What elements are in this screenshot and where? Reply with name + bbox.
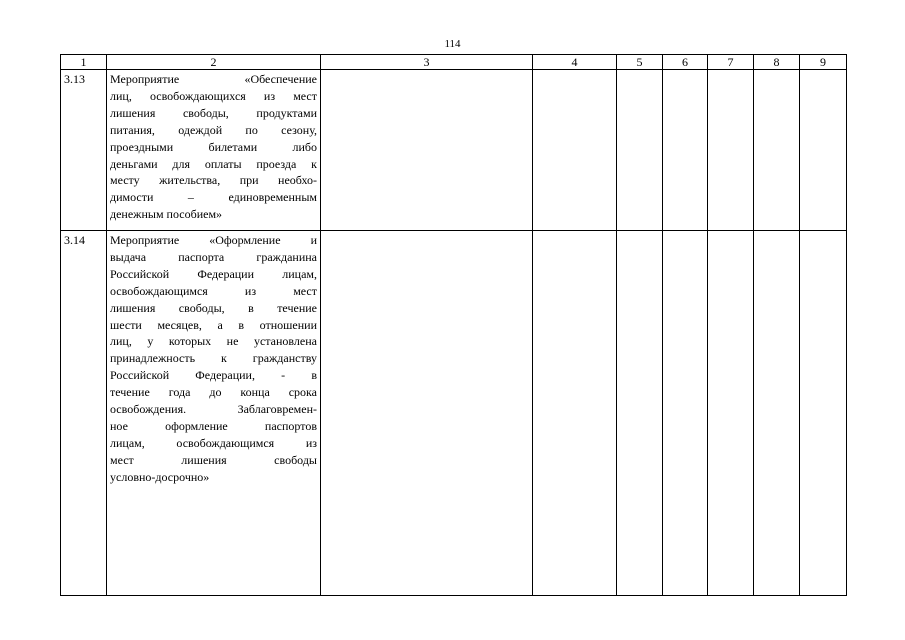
empty-cell-col3: [321, 231, 533, 596]
description-line: течение года до конца срока: [110, 385, 317, 400]
column-header-4: 4: [533, 55, 617, 70]
empty-cell-col9: [800, 231, 847, 596]
description-line: димости – единовременным: [110, 190, 317, 205]
empty-cell-col5: [617, 231, 663, 596]
empty-cell-col4: [533, 70, 617, 231]
empty-cell-col4: [533, 231, 617, 596]
column-header-5: 5: [617, 55, 663, 70]
description-line: лицам, освобождающимся из: [110, 435, 317, 450]
description-line: лиц, освобождающихся из мест: [110, 88, 317, 103]
description-line: деньгами для оплаты проезда к: [110, 156, 317, 171]
description-line: шести месяцев, а в отношении: [110, 317, 317, 332]
column-header-7: 7: [708, 55, 754, 70]
row-number: 3.14: [61, 231, 107, 596]
description-line: лиц, у которых не установлена: [110, 334, 317, 349]
column-header-1: 1: [61, 55, 107, 70]
description-line: Российской Федерации, - в: [110, 368, 317, 383]
empty-cell-col6: [663, 231, 708, 596]
column-header-2: 2: [107, 55, 321, 70]
description-line: лишения свободы, продуктами: [110, 105, 317, 120]
row-number: 3.13: [61, 70, 107, 231]
description-line: освобождающимся из мест: [110, 283, 317, 298]
column-header-8: 8: [754, 55, 800, 70]
column-header-3: 3: [321, 55, 533, 70]
empty-cell-col8: [754, 231, 800, 596]
empty-cell-col8: [754, 70, 800, 231]
column-header-9: 9: [800, 55, 847, 70]
header-row: [61, 55, 847, 70]
description-line: мест лишения свободы: [110, 452, 317, 467]
description-line: Российской Федерации лицам,: [110, 266, 317, 281]
description-line: месту жительства, при необхо-: [110, 173, 317, 188]
description-line: выдача паспорта гражданина: [110, 249, 317, 264]
description-line: ное оформление паспортов: [110, 418, 317, 433]
description-line: условно-досрочно»: [110, 469, 210, 484]
empty-cell-col5: [617, 70, 663, 231]
table-row: [61, 70, 847, 231]
description-line: питания, одеждой по сезону,: [110, 122, 317, 137]
column-header-6: 6: [663, 55, 708, 70]
program-activities-table: [60, 54, 847, 596]
description-line: принадлежность к гражданству: [110, 351, 317, 366]
description-line: лишения свободы, в течение: [110, 300, 317, 315]
empty-cell-col7: [708, 70, 754, 231]
description-line: проездными билетами либо: [110, 139, 317, 154]
table-row: [61, 231, 847, 596]
activity-description: [107, 70, 321, 231]
empty-cell-col9: [800, 70, 847, 231]
description-line: Мероприятие «Обеспечение: [110, 72, 317, 86]
description-line: освобождения. Заблаговремен-: [110, 402, 317, 417]
empty-cell-col7: [708, 231, 754, 596]
empty-cell-col6: [663, 70, 708, 231]
description-line: денежным пособием»: [110, 207, 223, 222]
empty-cell-col3: [321, 70, 533, 231]
activity-description: [107, 231, 321, 596]
page-number: 114: [444, 38, 461, 50]
description-line: Мероприятие «Оформление и: [110, 233, 317, 247]
